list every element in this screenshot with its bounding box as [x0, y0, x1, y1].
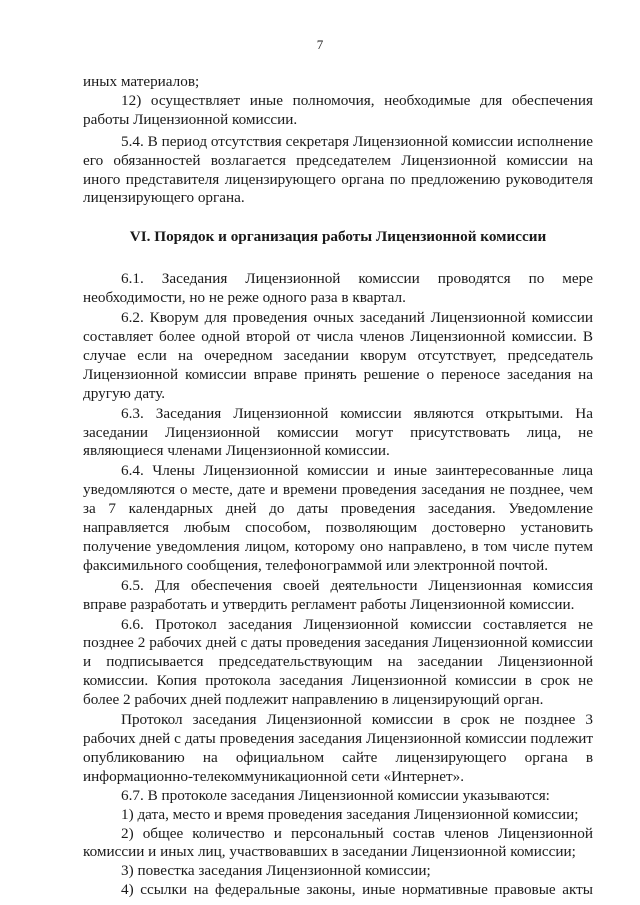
paragraph: 5.4. В период отсутствия секретаря Лицензионной комиссии исполнение его обязанностей возлагается председателем Лицензионной комиссии на иного представителя лицензирующего органа по предложению руководителя лицензирующего органа. [83, 132, 593, 207]
document-body [83, 73, 593, 900]
paragraph: иных материалов; [83, 73, 200, 90]
paragraph: 6.1. Заседания Лицензионной комиссии проводятся по мере необходимости, но не реже одного раза в квартал. [83, 270, 593, 307]
page-number: 7 [316, 37, 324, 52]
list-item: 1) дата, место и время проведения заседания Лицензионной комиссии; [121, 805, 579, 823]
paragraph: 6.4. Члены Лицензионной комиссии и иные заинтересованные лица уведомляются о месте, дате и времени проведения заседания не позднее, чем за 7 календарных дней до даты проведения заседания. Уведомление направляется любым способом, позволяющим достоверно установить получение уведомления лицом, которому оно направлено, в том числе путем факсимильного сообщения, телефонограммой или электронной почтой. [83, 462, 593, 574]
paragraph: 6.6. Протокол заседания Лицензионной комиссии составляется не позднее 2 рабочих дней с даты проведения заседания Лицензионной комиссии и подписывается председательствующим на заседании Лицензионной комиссии. Копия протокола заседания Лицензионной комиссии в срок не более 2 рабочих дней подлежит направлению в лицензирующий орган. [83, 615, 593, 709]
list-item: 3) повестка заседания Лицензионной комиссии; [121, 862, 431, 880]
paragraph: 6.7. В протоколе заседания Лицензионной комиссии указываются: [121, 786, 550, 804]
section-heading: VI. Порядок и организация работы Лицензионной комиссии [129, 228, 547, 246]
paragraph: 6.2. Кворум для проведения очных заседаний Лицензионной комиссии составляет более одной второй от числа членов Лицензионной комиссии. В случае если на очередном заседании кворум отсутствует, председатель Лицензионной комиссии вправе принять решение о переносе заседания на другую дату. [83, 309, 593, 402]
paragraph: 6.5. Для обеспечения своей деятельности Лицензионная комиссия вправе разработать и утвердить регламент работы Лицензионной комиссии. [83, 576, 593, 613]
paragraph: Протокол заседания Лицензионной комиссии в срок не позднее 3 рабочих дней с даты проведения заседания Лицензионной комиссии подлежит опубликованию на официальном сайте лицензирующего органа в информационно-телекоммуникационной сети «Интернет». [83, 711, 593, 785]
paragraph: 12) осуществляет иные полномочия, необходимые для обеспечения работы Лицензионной комиссии. [83, 91, 593, 128]
paragraph: 6.3. Заседания Лицензионной комиссии являются открытыми. На заседании Лицензионной комиссии могут присутствовать лица, не являющиеся членами Лицензионной комиссии. [83, 404, 593, 460]
list-item: 2) общее количество и персональный состав членов Лицензионной комиссии и иных лиц, участвовавших в заседании Лицензионной комиссии; [83, 824, 593, 861]
list-item: 4) ссылки на федеральные законы, иные нормативные правовые акты [121, 881, 593, 899]
